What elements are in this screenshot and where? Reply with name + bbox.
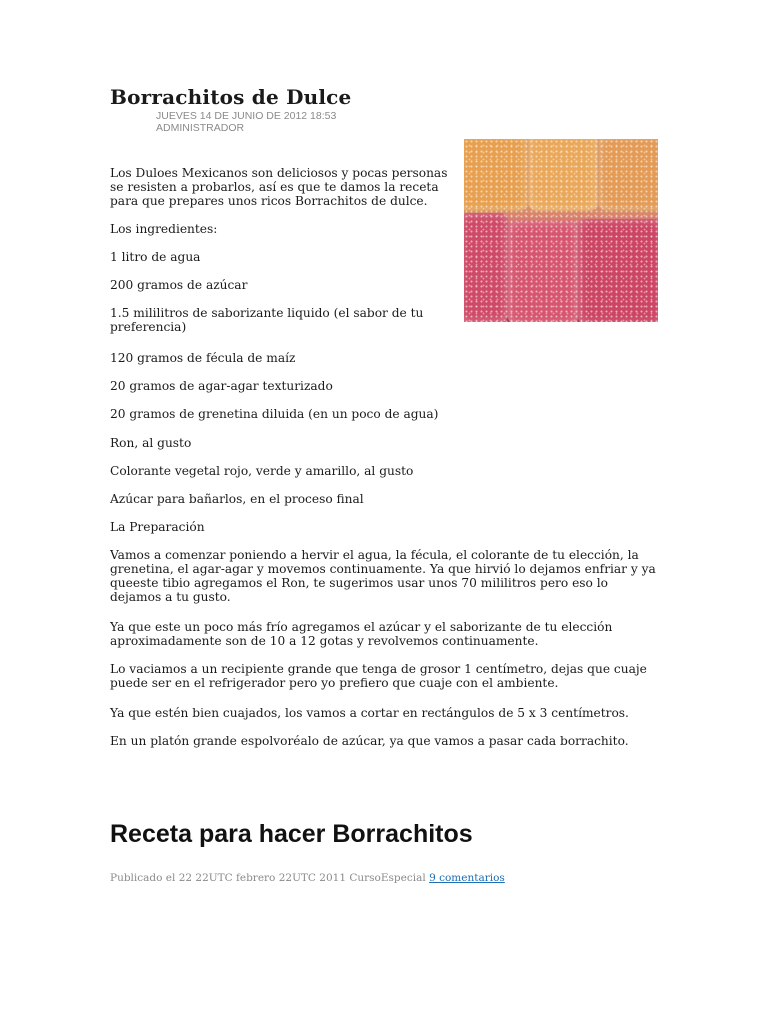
- paragraph: Ron, al gusto: [110, 436, 192, 450]
- article-date: JUEVES 14 DE JUNIO DE 2012 18:53: [156, 110, 337, 122]
- second-article-title[interactable]: Receta para hacer Borrachitos: [110, 820, 473, 848]
- paragraph: Lo vaciamos a un recipiente grande que tenga de grosor 1 centímetro, dejas que cuaje puede ser en el refrigerador pero yo prefiero que cuaje con el ambiente.: [110, 662, 647, 690]
- paragraph: Los Duloes Mexicanos son deliciosos y pocas personas se resisten a probarlos, así es que te damos la receta para que prepares unos ricos Borrachitos de dulce.: [110, 166, 448, 208]
- article-meta: [156, 110, 336, 134]
- paragraph: Ya que este un poco más frío agregamos el azúcar y el saborizante de tu elección aproximadamente son de 10 a 12 gotas y revolvemos continuamente.: [110, 620, 613, 648]
- comments-link[interactable]: 9 comentarios: [429, 872, 505, 884]
- paragraph: En un platón grande espolvoréalo de azúcar, ya que vamos a pasar cada borrachito.: [110, 734, 629, 748]
- paragraph: Azúcar para bañarlos, en el proceso final: [110, 492, 364, 506]
- paragraph: Los ingredientes:: [110, 222, 218, 236]
- paragraph: Vamos a comenzar poniendo a hervir el agua, la fécula, el colorante de tu elección, la grenetina, el agar-agar y movemos continuamente. Ya que hirvió lo dejamos enfriar y ya queeste tibio agregamos el Ron, te sugerimos usar unos 70 mililitros pero eso lo dejamos a tu gusto.: [110, 548, 656, 604]
- article-body-narrow: [110, 166, 460, 334]
- paragraph: Colorante vegetal rojo, verde y amarillo, al gusto: [110, 464, 414, 478]
- candy-photo: [464, 139, 658, 322]
- article-author: ADMINISTRADOR: [156, 122, 245, 134]
- published-line: [110, 872, 505, 884]
- paragraph: 200 gramos de azúcar: [110, 278, 248, 292]
- paragraph: 20 gramos de agar-agar texturizado: [110, 379, 333, 393]
- article-title: Borrachitos de Dulce: [110, 85, 352, 109]
- published-text: Publicado el 22 22UTC febrero 22UTC 2011 CursoEspecial: [110, 872, 426, 884]
- paragraph: Ya que estén bien cuajados, los vamos a cortar en rectángulos de 5 x 3 centímetros.: [110, 706, 629, 720]
- paragraph: 20 gramos de grenetina diluida (en un poco de agua): [110, 407, 439, 421]
- paragraph: 1 litro de agua: [110, 250, 201, 264]
- paragraph: 1.5 mililitros de saborizante liquido (el sabor de tu preferencia): [110, 306, 424, 334]
- section-heading: La Preparación: [110, 520, 205, 534]
- paragraph: 120 gramos de fécula de maíz: [110, 351, 296, 365]
